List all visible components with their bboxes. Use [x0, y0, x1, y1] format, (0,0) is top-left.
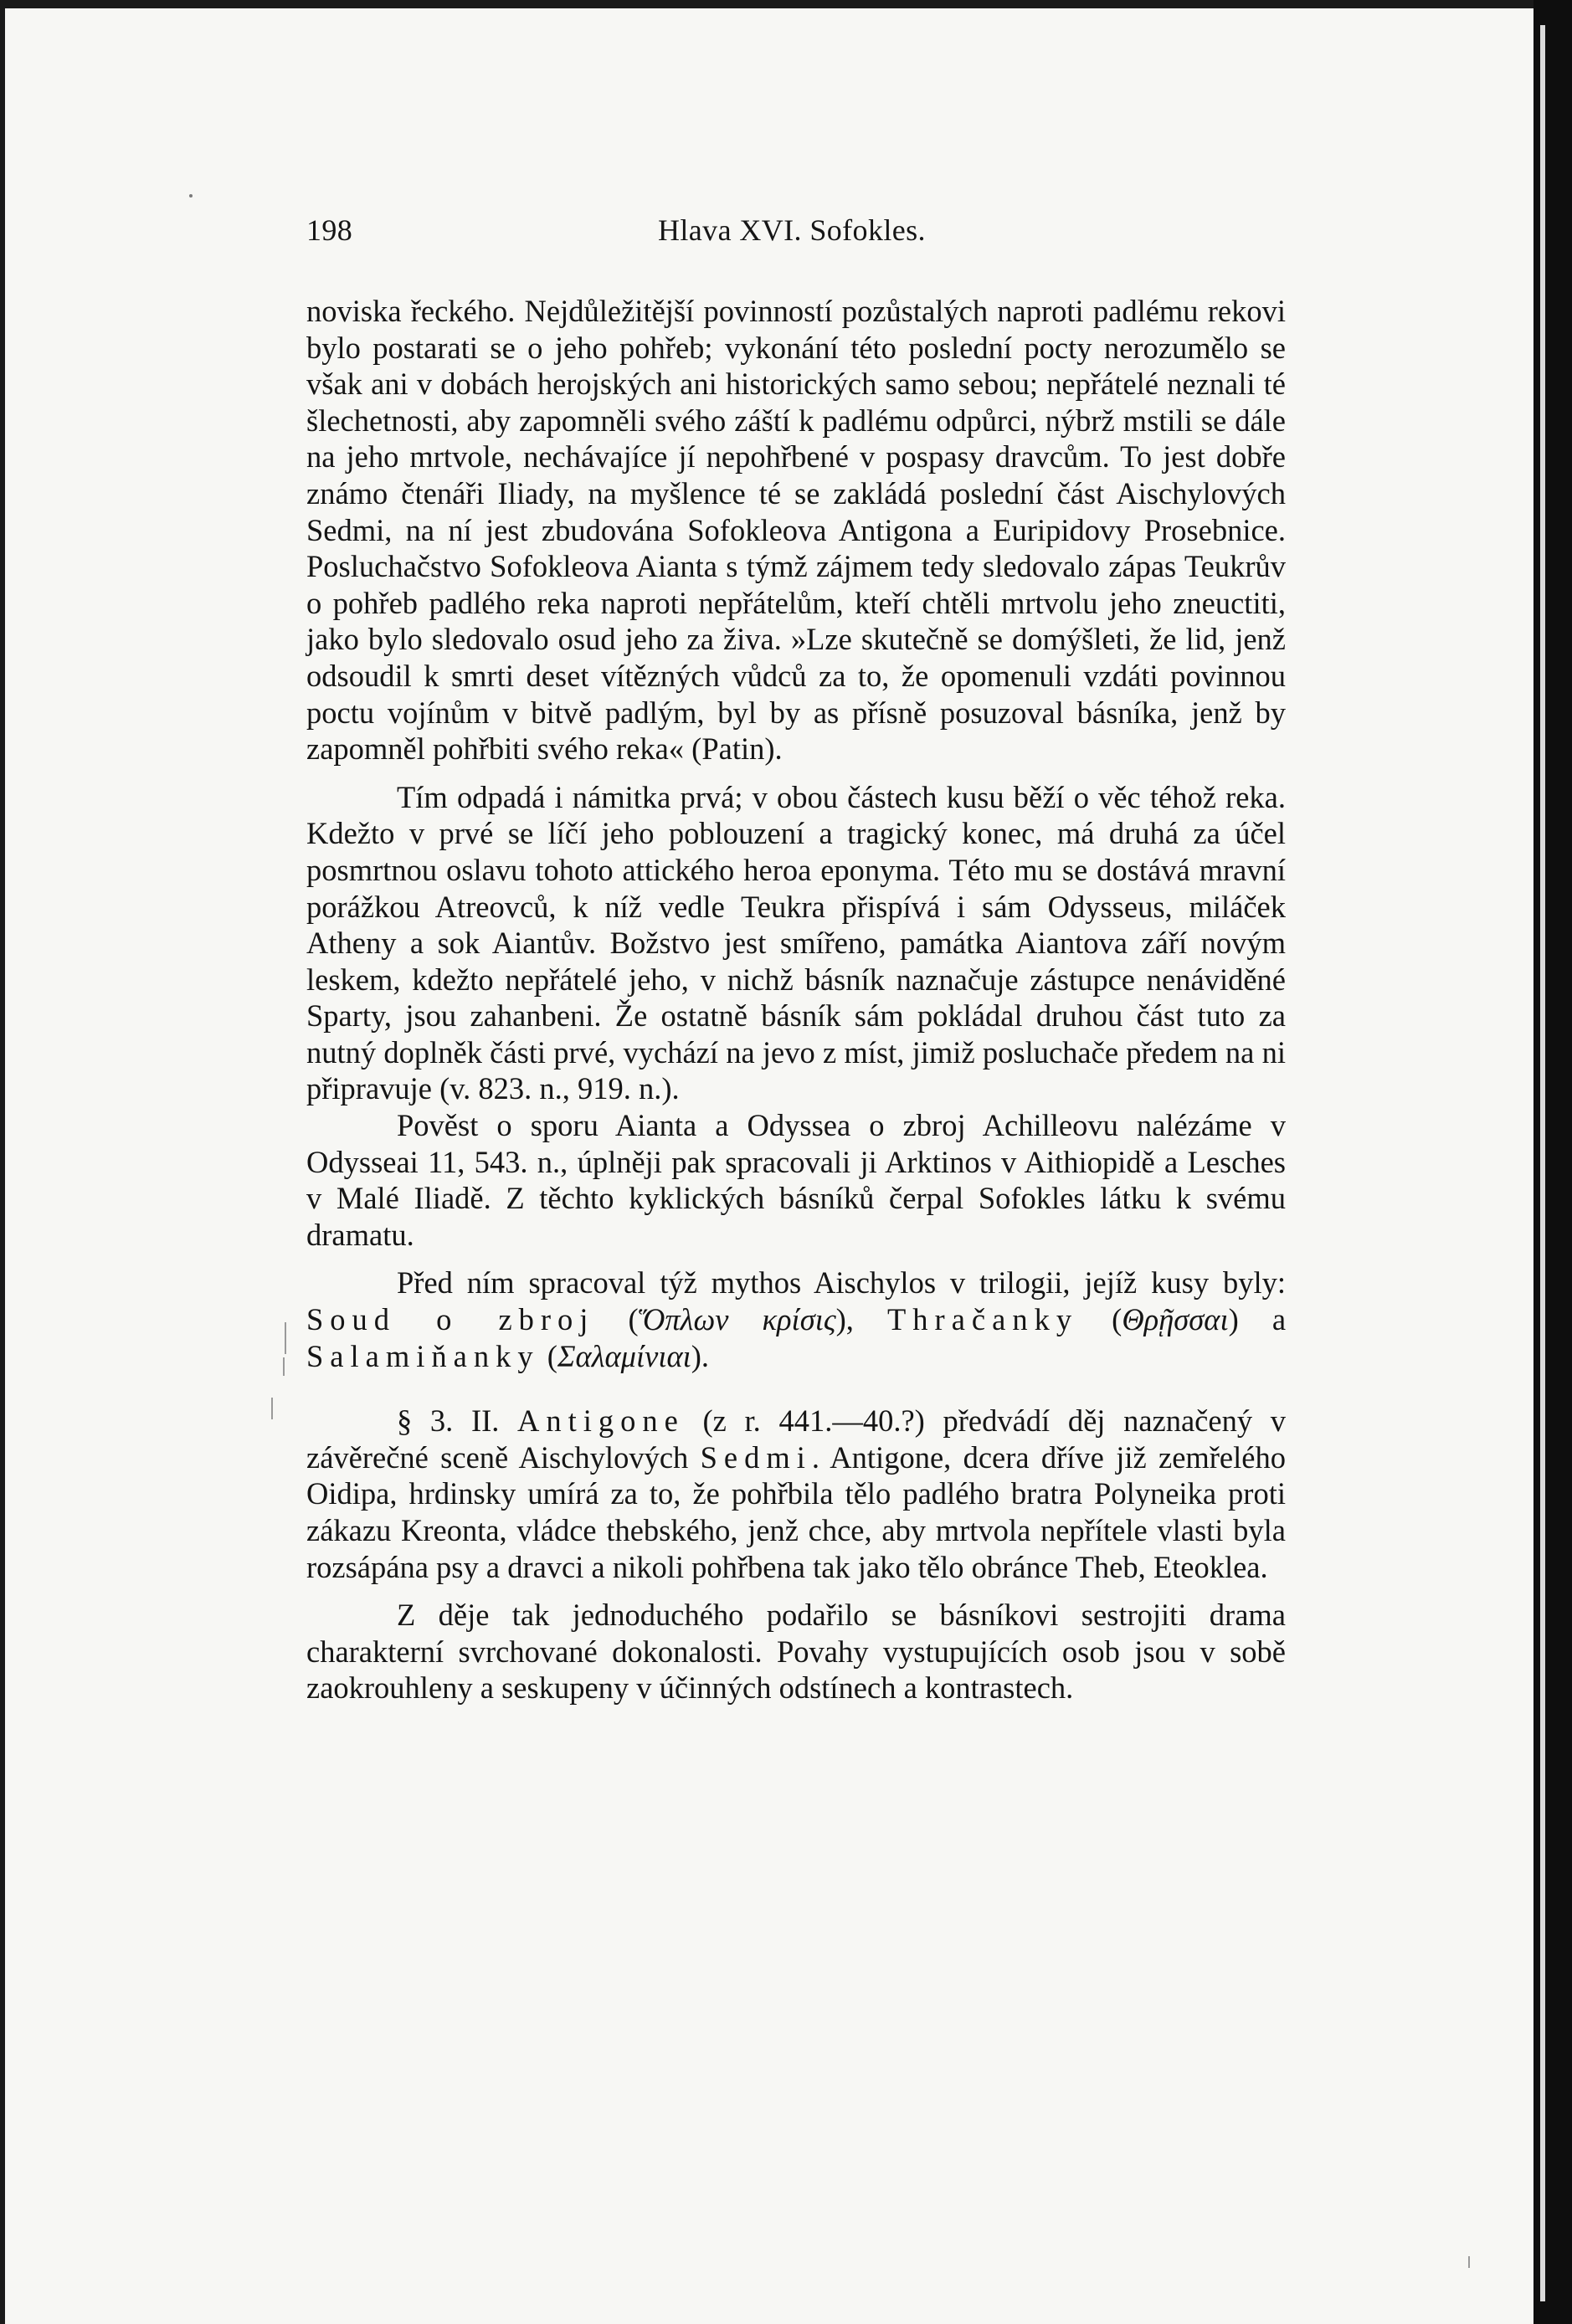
body-text	[306, 293, 1286, 1706]
paragraph-text: . Antigone, dcera dříve již zemřelého Oidipa, hrdinsky umírá za to, že pohřbila tělo padlého bratra Polyneika proti zákazu Kreonta, vládce thebského, jenž chce, aby mrtvola nepřítele vlasti byla rozsápána psy a dravci a nikoli pohřbena tak jako tělo obránce Theb, Eteoklea.	[306, 1439, 1286, 1584]
greek-title: Ὅπλων κρίσις	[638, 1302, 836, 1337]
page-edge-highlight	[1540, 25, 1545, 2301]
paragraph: Pověst o sporu Aianta a Odyssea o zbroj Achilleovu nalézáme v Odysseai 11, 543. n., úplněji pak spracovali ji Arktinos v Aithiopidě a Lesches v Malé Iliadě. Z těchto kyklických básníků čerpal Sofokles látku k svému dramatu.	[306, 1108, 1286, 1252]
section-number: § 3. II.	[397, 1403, 500, 1439]
paragraph-text: (z r. 441.—40.?) předvádí děj naznačený v závěrečné sceně Aischylových	[306, 1403, 1286, 1475]
paragraph-text: a	[1238, 1302, 1287, 1337]
play-title: Soud o zbroj	[306, 1302, 595, 1337]
paragraph: Před ním spracoval týž mythos Aischylos v trilogii, jejíž kusy byly: Soud o zbroj (Ὅπλων κρίσις), Thračanky (Θρῇσσαι) a Salamiňanky (Σαλαμίνιαι).	[306, 1265, 1287, 1373]
page-number: 198	[306, 213, 353, 247]
running-head	[306, 213, 1304, 263]
play-title: Thračanky	[887, 1302, 1079, 1337]
paragraph: Z děje tak jednoduchého podařilo se básníkovi sestrojiti drama charakterní svrchované dokonalosti. Povahy vystupujících osob jsou v sobě zaokrouhleny a seskupeny v účinných odstínech a kontrastech.	[306, 1598, 1286, 1706]
scan-edge	[1533, 0, 1572, 2324]
paragraph-text: Před ním spracoval týž mythos Aischylos v trilogii, jejíž kusy byly:	[397, 1265, 1286, 1301]
play-title: Sedmi	[700, 1439, 812, 1475]
greek-title: Θρῇσσαι	[1122, 1302, 1229, 1337]
margin-mark	[285, 1322, 286, 1354]
margin-mark	[1468, 2256, 1470, 2268]
play-title: Antigone	[517, 1403, 685, 1439]
margin-mark	[283, 1357, 285, 1376]
paragraph	[306, 1403, 1286, 1585]
margin-speck	[189, 194, 193, 198]
paragraph: noviska řeckého. Nejdůležitější povinností pozůstalých naproti padlému rekovi bylo postarati se o jeho pohřeb; vykonání této poslední pocty nerozumělo se však ani v dobách herojských ani historických samo sebou; nepřátelé neznali té šlechetnosti, aby zapomněli svého záští k padlému odpůrci, nýbrž mstili se dále na jeho mrtvole, nechávajíce jí nepohřbené v pospasy dravcům. To jest dobře známo čtenáři Iliady, na myšlence té se zakládá poslední část Aischylových Sedmi, na ní jest zbudována Sofokleova Antigona a Euripidovy Prosebnice. Posluchačstvo Sofokleova Aianta s týmž zájmem tedy sledovalo zápas Teukrův o pohřeb padlého reka naproti nepřátelům, kteří chtěli mrtvolu jeho zneuctiti, jako bylo sledovalo osud jeho za živa. »Lze skutečně se domýšleti, že lid, jenž odsoudil k smrti deset vítězných vůdců za to, že opomenuli vzdáti povinnou poctu vojínům v bitvě padlým, byl by as přísně posuzoval básníka, jenž by zapomněl pohřbiti svého reka« (Patin).	[306, 294, 1286, 767]
play-title: Salamiňanky	[306, 1338, 540, 1373]
paragraph: Tím odpadá i námitka prvá; v obou částech kusu běží o věc téhož reka. Kdežto v prvé se líčí jeho poblouzení a tragický konec, má druhá za účel posmrtnou oslavu tohoto attického heroa eponyma. Této mu se dostává mravní porážkou Atreovců, k níž vedle Teukra přispívá i sám Odysseus, miláček Atheny a sok Aiantův. Božstvo jest smířeno, památka Aiantova září novým leskem, kdežto nepřátelé jeho, v nichž básník naznačuje zástupce nenáviděné Sparty, jsou zahanbeni. Že ostatně básník sám pokládal druhou část tuto za nutný doplněk části prvé, vychází na jevo z míst, jimiž posluchače předem na ni připravuje (v. 823. n., 919. n.).	[306, 779, 1286, 1106]
margin-mark	[271, 1398, 273, 1419]
greek-title: Σαλαμίνιαι	[557, 1338, 691, 1373]
chapter-title: Hlava XVI. Sofokles.	[658, 213, 926, 247]
